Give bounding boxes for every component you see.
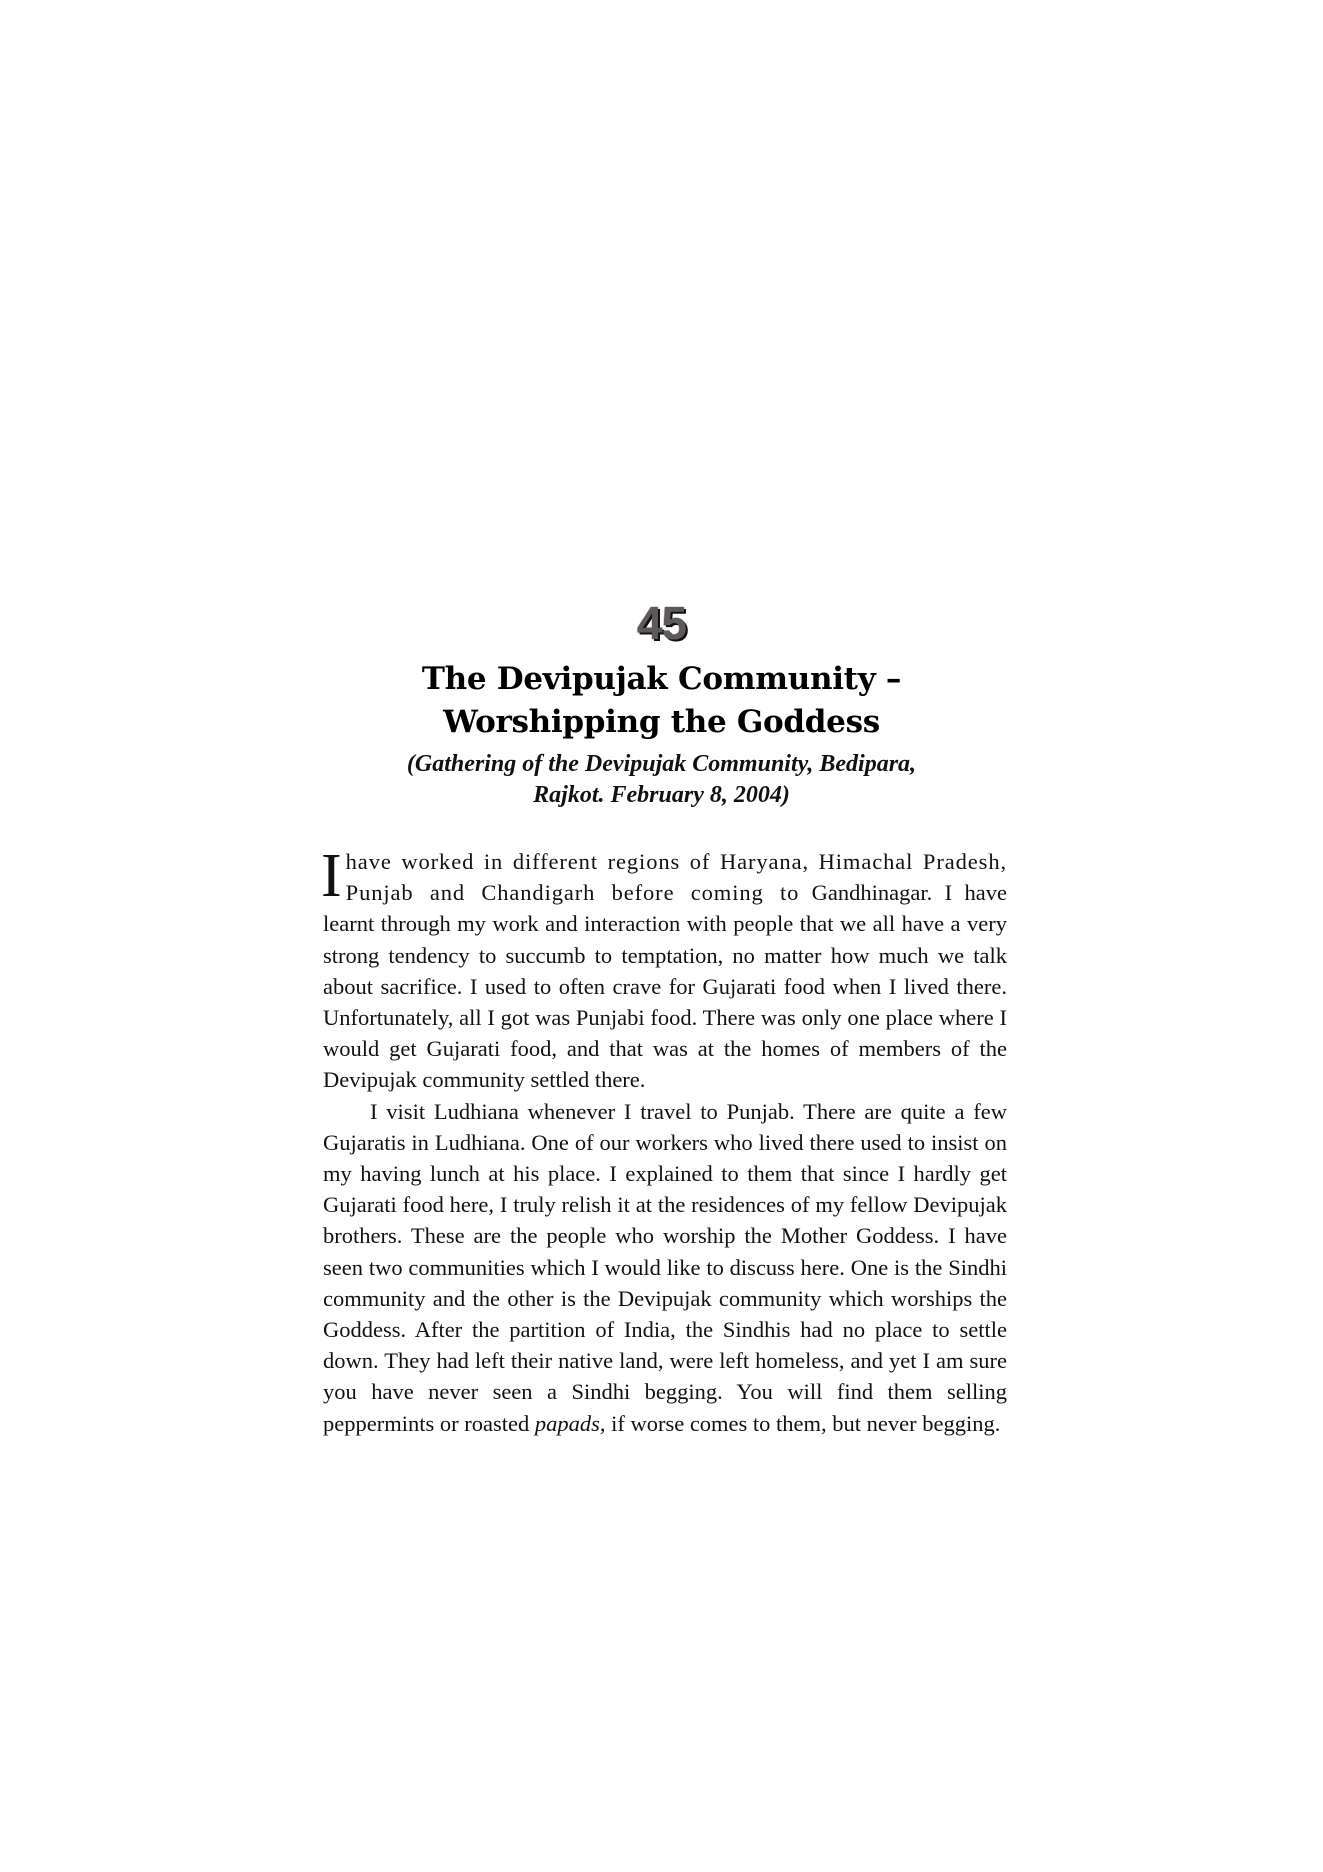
chapter-title-line-1: The Devipujak Community – (421, 661, 902, 697)
body-text (321, 842, 1007, 1439)
paragraph-2 (323, 1096, 1007, 1439)
paragraph-1-opening: have worked in different regions of Haryana, Himachal Pradesh, Punjab and Chandigarh before coming to (345, 849, 1007, 906)
drop-cap: I (321, 842, 342, 910)
paragraph-2-text: I visit Ludhiana whenever I travel to Punjab. There are quite a few Gujaratis in Ludhiana. One of our workers who lived there used to insist on my having lunch at his place. I explained to them that since I hardly get Gujarati food here, I truly relish it at the residences of my fellow Devipujak brothers. These are the people who worship the Mother Goddess. I have seen two communities which I would like to discuss here. One is the Sindhi community and the other is the Devipujak community which worships the Goddess. After the partition of India, the Sindhis had no place to settle down. They had left their native land, were left homeless, and yet I am sure you have never seen a Sindhi begging. You will find them selling peppermints or roasted (323, 1098, 1007, 1436)
chapter-title (0, 658, 1323, 744)
chapter-subtitle-line-2: Rajkot. February 8, 2004) (533, 782, 790, 808)
chapter-number: 45 (636, 597, 687, 649)
chapter-title-line-2: Worshipping the Goddess (443, 704, 880, 740)
paragraph-2-ending: , if worse comes to them, but never begging. (599, 1410, 1001, 1436)
chapter-subtitle-line-1: (Gathering of the Devipujak Community, Bedipara, (406, 751, 917, 777)
chapter-subtitle (0, 749, 1323, 811)
paragraph-1-rest: Gandhinagar. I have learnt through my work and interaction with people that we all have a very strong tendency to succumb to temptation, no matter how much we talk about sacrifice. I used to often crave for Gujarati food when I lived there. Unfortunately, all I got was Punjabi food. There was only one place where I would get Gujarati food, and that was at the homes of members of the Devipujak community settled there. (323, 880, 1007, 1093)
paragraph-1 (321, 842, 1007, 1096)
italic-term: papads (534, 1410, 600, 1436)
